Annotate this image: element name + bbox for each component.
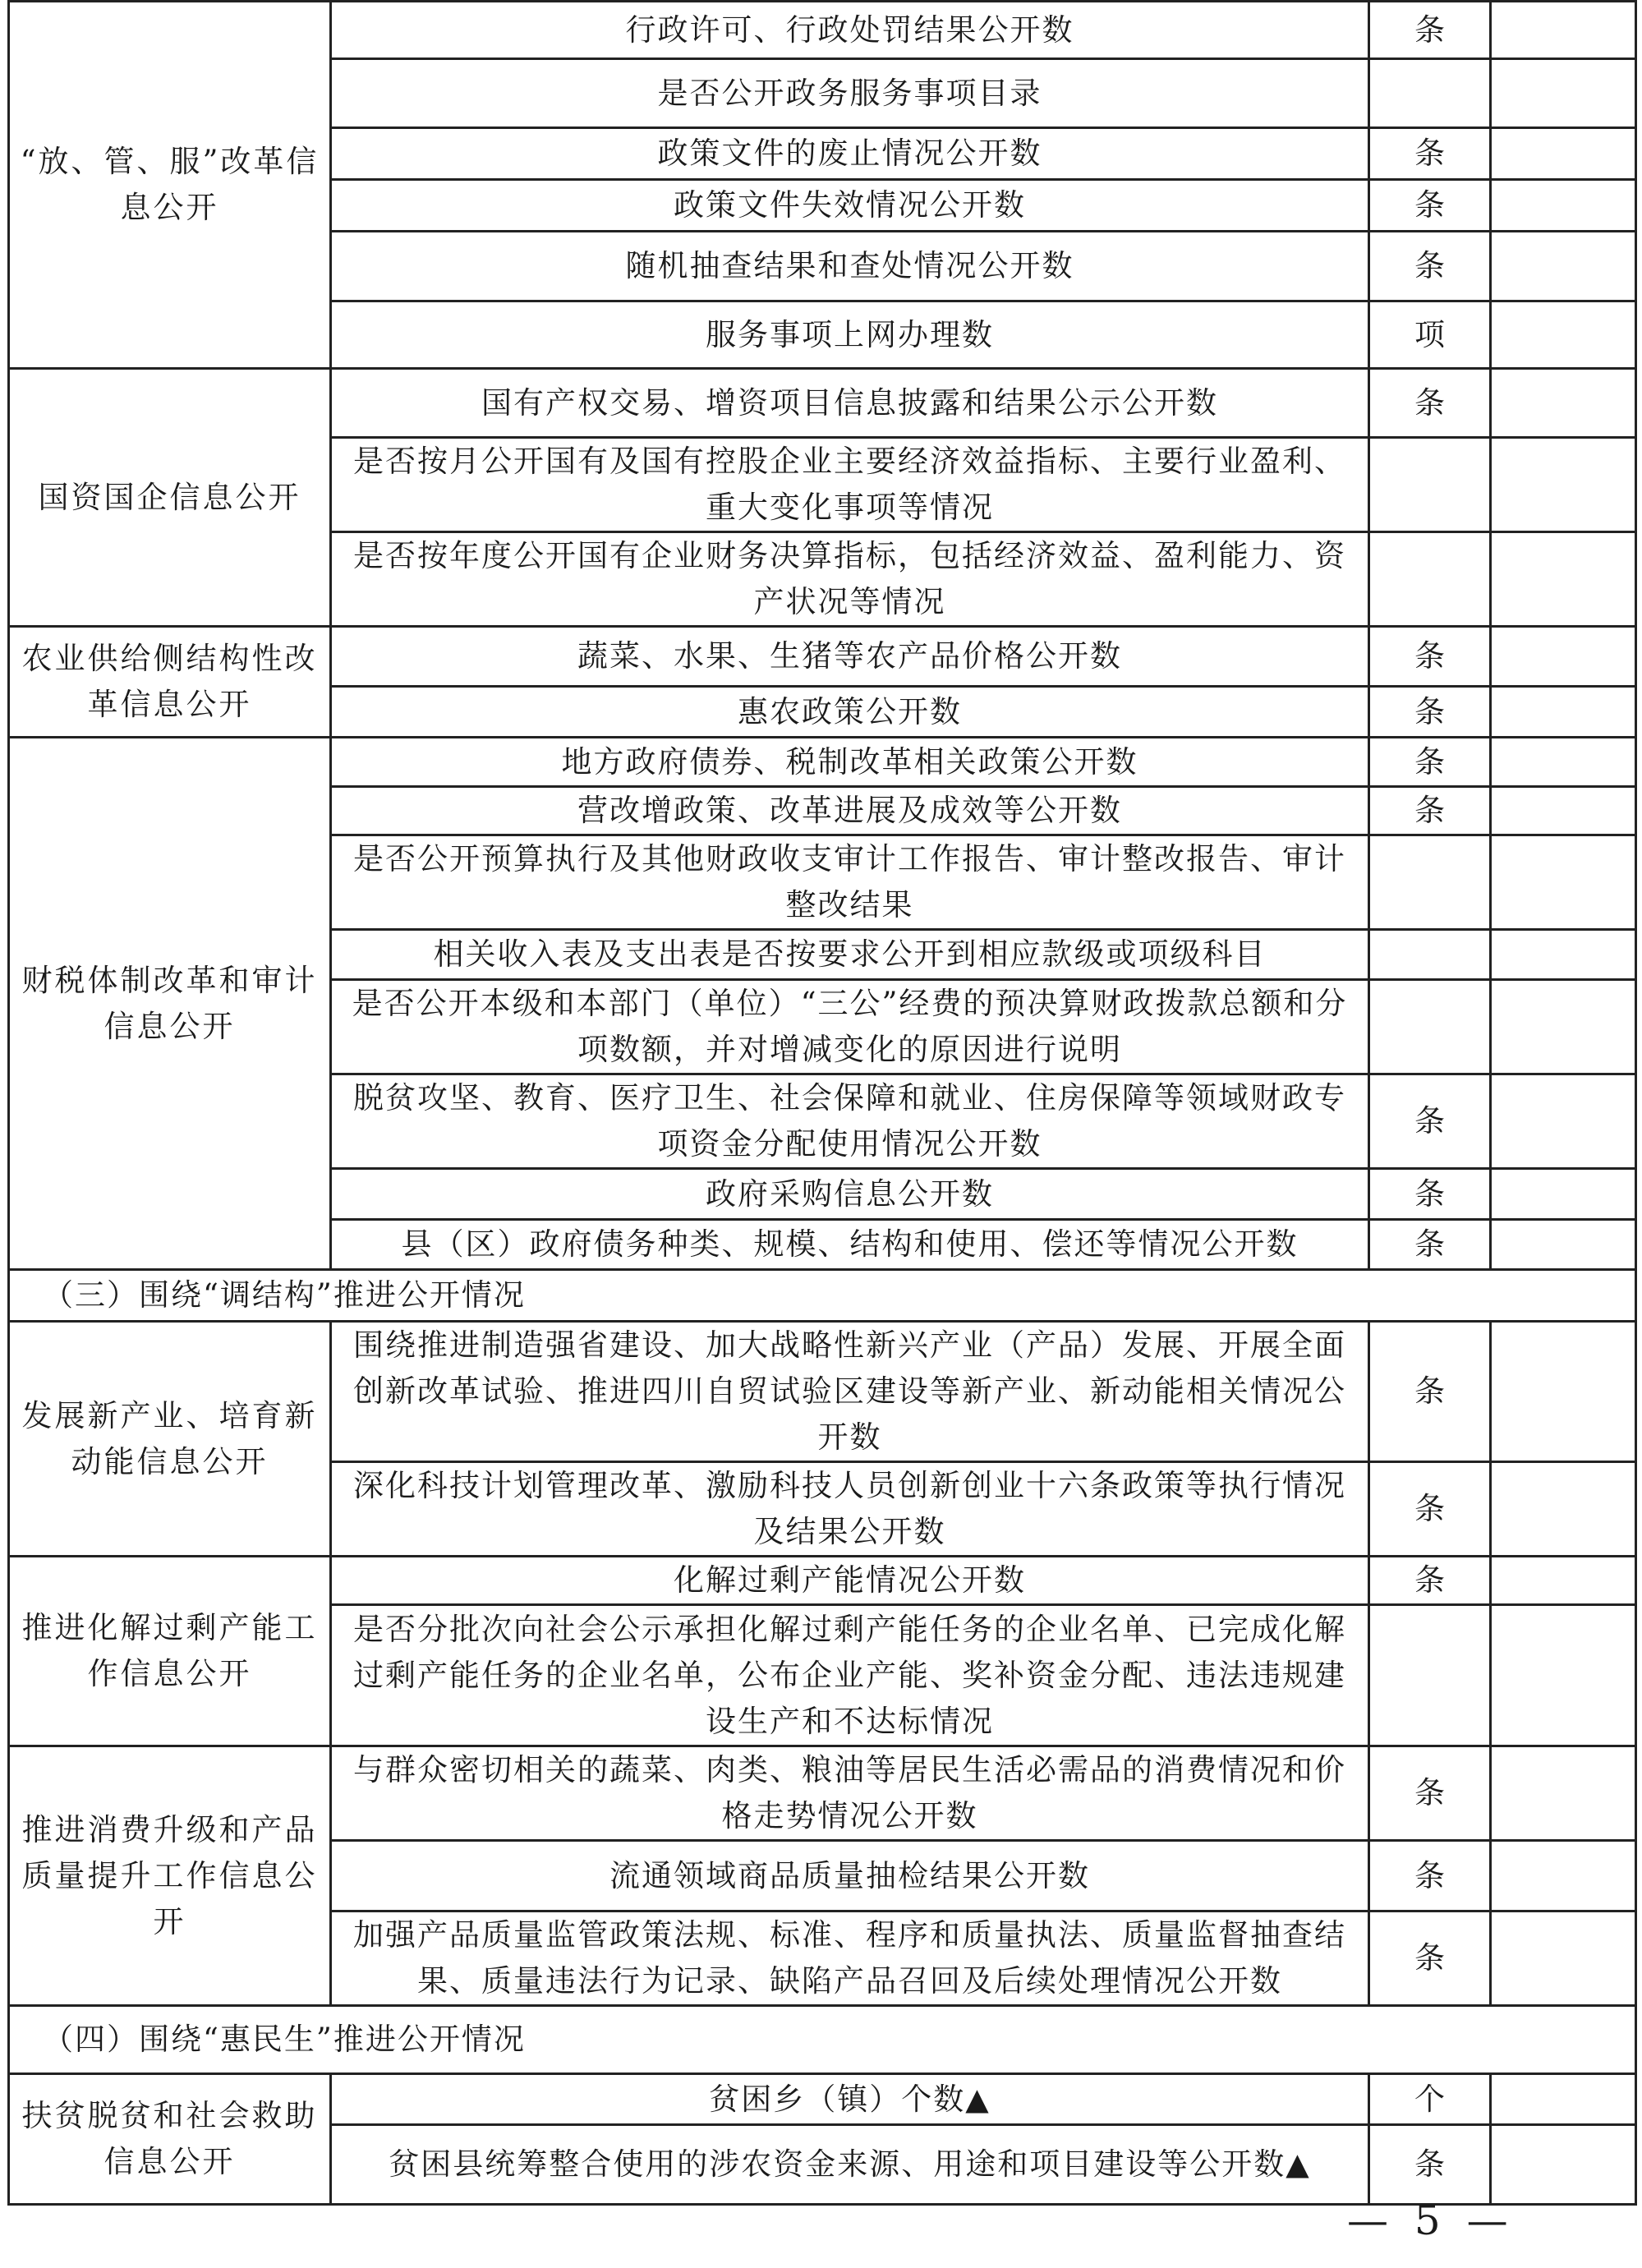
item-cell: 脱贫攻坚、教育、医疗卫生、社会保障和就业、住房保障等领域财政专项资金分配使用情况公开数 <box>331 1074 1369 1169</box>
item-cell: 是否按月公开国有及国有控股企业主要经济效益指标、主要行业盈利、重大变化事项等情况 <box>331 438 1369 532</box>
category-cell: 国资国企信息公开 <box>9 369 331 627</box>
value-cell <box>1491 1746 1636 1841</box>
value-cell <box>1491 369 1636 438</box>
table-row <box>9 1746 1636 1841</box>
category-cell: 推进消费升级和产品质量提升工作信息公开 <box>9 1746 331 2006</box>
item-cell: 惠农政策公开数 <box>331 687 1369 738</box>
value-cell <box>1491 128 1636 180</box>
unit-cell <box>1369 930 1491 980</box>
unit-cell <box>1369 59 1491 128</box>
item-cell: 政府采购信息公开数 <box>331 1169 1369 1220</box>
table-row <box>9 627 1636 687</box>
value-cell <box>1491 787 1636 835</box>
value-cell <box>1491 1462 1636 1557</box>
item-cell: 是否公开本级和本部门（单位）“三公”经费的预决算财政拨款总额和分项数额，并对增减变化的原因进行说明 <box>331 980 1369 1074</box>
value-cell <box>1491 2 1636 59</box>
value-cell <box>1491 59 1636 128</box>
section-row <box>9 1270 1636 1322</box>
table-row <box>9 1557 1636 1605</box>
value-cell <box>1491 627 1636 687</box>
value-cell <box>1491 301 1636 369</box>
unit-cell: 条 <box>1369 1557 1491 1605</box>
unit-cell: 条 <box>1369 2125 1491 2205</box>
page-number: — 5 — <box>1347 2197 1515 2244</box>
value-cell <box>1491 738 1636 787</box>
category-cell: 扶贫脱贫和社会救助信息公开 <box>9 2074 331 2205</box>
value-cell <box>1491 438 1636 532</box>
unit-cell: 条 <box>1369 128 1491 180</box>
category-cell: 农业供给侧结构性改革信息公开 <box>9 627 331 738</box>
unit-cell: 条 <box>1369 1220 1491 1270</box>
unit-cell <box>1369 1605 1491 1746</box>
item-cell: 围绕推进制造强省建设、加大战略性新兴产业（产品）发展、开展全面创新改革试验、推进四川自贸试验区建设等新产业、新动能相关情况公开数 <box>331 1322 1369 1462</box>
unit-cell: 条 <box>1369 1841 1491 1911</box>
item-cell: 是否按年度公开国有企业财务决算指标，包括经济效益、盈利能力、资产状况等情况 <box>331 532 1369 627</box>
item-cell: 政策文件失效情况公开数 <box>331 180 1369 232</box>
item-cell: 深化科技计划管理改革、激励科技人员创新创业十六条政策等执行情况及结果公开数 <box>331 1462 1369 1557</box>
item-cell: 是否公开政务服务事项目录 <box>331 59 1369 128</box>
unit-cell: 条 <box>1369 1462 1491 1557</box>
item-cell: 蔬菜、水果、生猪等农产品价格公开数 <box>331 627 1369 687</box>
value-cell <box>1491 2125 1636 2205</box>
unit-cell: 条 <box>1369 1322 1491 1462</box>
unit-cell: 条 <box>1369 369 1491 438</box>
table-row <box>9 738 1636 787</box>
item-cell: 政策文件的废止情况公开数 <box>331 128 1369 180</box>
item-cell: 加强产品质量监管政策法规、标准、程序和质量执法、质量监督抽查结果、质量违法行为记录、缺陷产品召回及后续处理情况公开数 <box>331 1911 1369 2006</box>
unit-cell: 条 <box>1369 2 1491 59</box>
item-cell: 随机抽查结果和查处情况公开数 <box>331 232 1369 301</box>
value-cell <box>1491 1169 1636 1220</box>
unit-cell: 条 <box>1369 687 1491 738</box>
table-row <box>9 2074 1636 2125</box>
value-cell <box>1491 1074 1636 1169</box>
item-cell: 与群众密切相关的蔬菜、肉类、粮油等居民生活必需品的消费情况和价格走势情况公开数 <box>331 1746 1369 1841</box>
item-cell: 是否分批次向社会公示承担化解过剩产能任务的企业名单、已完成化解过剩产能任务的企业名单，公布企业产能、奖补资金分配、违法违规建设生产和不达标情况 <box>331 1605 1369 1746</box>
value-cell <box>1491 1605 1636 1746</box>
unit-cell <box>1369 835 1491 930</box>
table-row <box>9 1322 1636 1462</box>
value-cell <box>1491 532 1636 627</box>
category-cell: 发展新产业、培育新动能信息公开 <box>9 1322 331 1557</box>
value-cell <box>1491 1911 1636 2006</box>
section-row <box>9 2006 1636 2074</box>
item-cell: 流通领域商品质量抽检结果公开数 <box>331 1841 1369 1911</box>
unit-cell: 条 <box>1369 1746 1491 1841</box>
unit-cell <box>1369 532 1491 627</box>
table-row <box>9 369 1636 438</box>
item-cell: 贫困县统筹整合使用的涉农资金来源、用途和项目建设等公开数▲ <box>331 2125 1369 2205</box>
item-cell: 行政许可、行政处罚结果公开数 <box>331 2 1369 59</box>
value-cell <box>1491 1841 1636 1911</box>
unit-cell: 条 <box>1369 787 1491 835</box>
item-cell: 相关收入表及支出表是否按要求公开到相应款级或项级科目 <box>331 930 1369 980</box>
item-cell: 化解过剩产能情况公开数 <box>331 1557 1369 1605</box>
value-cell <box>1491 180 1636 232</box>
unit-cell: 项 <box>1369 301 1491 369</box>
value-cell <box>1491 835 1636 930</box>
unit-cell: 个 <box>1369 2074 1491 2125</box>
value-cell <box>1491 687 1636 738</box>
item-cell: 营改增政策、改革进展及成效等公开数 <box>331 787 1369 835</box>
item-cell: 是否公开预算执行及其他财政收支审计工作报告、审计整改报告、审计整改结果 <box>331 835 1369 930</box>
unit-cell: 条 <box>1369 180 1491 232</box>
unit-cell <box>1369 980 1491 1074</box>
report-table <box>7 0 1637 2206</box>
section-heading: （三）围绕“调结构”推进公开情况 <box>9 1270 1636 1322</box>
value-cell <box>1491 232 1636 301</box>
unit-cell: 条 <box>1369 232 1491 301</box>
value-cell <box>1491 1322 1636 1462</box>
item-cell: 国有产权交易、增资项目信息披露和结果公示公开数 <box>331 369 1369 438</box>
item-cell: 服务事项上网办理数 <box>331 301 1369 369</box>
unit-cell: 条 <box>1369 627 1491 687</box>
unit-cell <box>1369 438 1491 532</box>
category-cell: 财税体制改革和审计信息公开 <box>9 738 331 1270</box>
table-row <box>9 2 1636 59</box>
value-cell <box>1491 1557 1636 1605</box>
value-cell <box>1491 1220 1636 1270</box>
value-cell <box>1491 2074 1636 2125</box>
category-cell: “放、管、服”改革信息公开 <box>9 2 331 369</box>
unit-cell: 条 <box>1369 738 1491 787</box>
unit-cell: 条 <box>1369 1074 1491 1169</box>
section-heading: （四）围绕“惠民生”推进公开情况 <box>9 2006 1636 2074</box>
category-cell: 推进化解过剩产能工作信息公开 <box>9 1557 331 1746</box>
item-cell: 县（区）政府债务种类、规模、结构和使用、偿还等情况公开数 <box>331 1220 1369 1270</box>
unit-cell: 条 <box>1369 1169 1491 1220</box>
item-cell: 贫困乡（镇）个数▲ <box>331 2074 1369 2125</box>
item-cell: 地方政府债券、税制改革相关政策公开数 <box>331 738 1369 787</box>
value-cell <box>1491 980 1636 1074</box>
unit-cell: 条 <box>1369 1911 1491 2006</box>
value-cell <box>1491 930 1636 980</box>
